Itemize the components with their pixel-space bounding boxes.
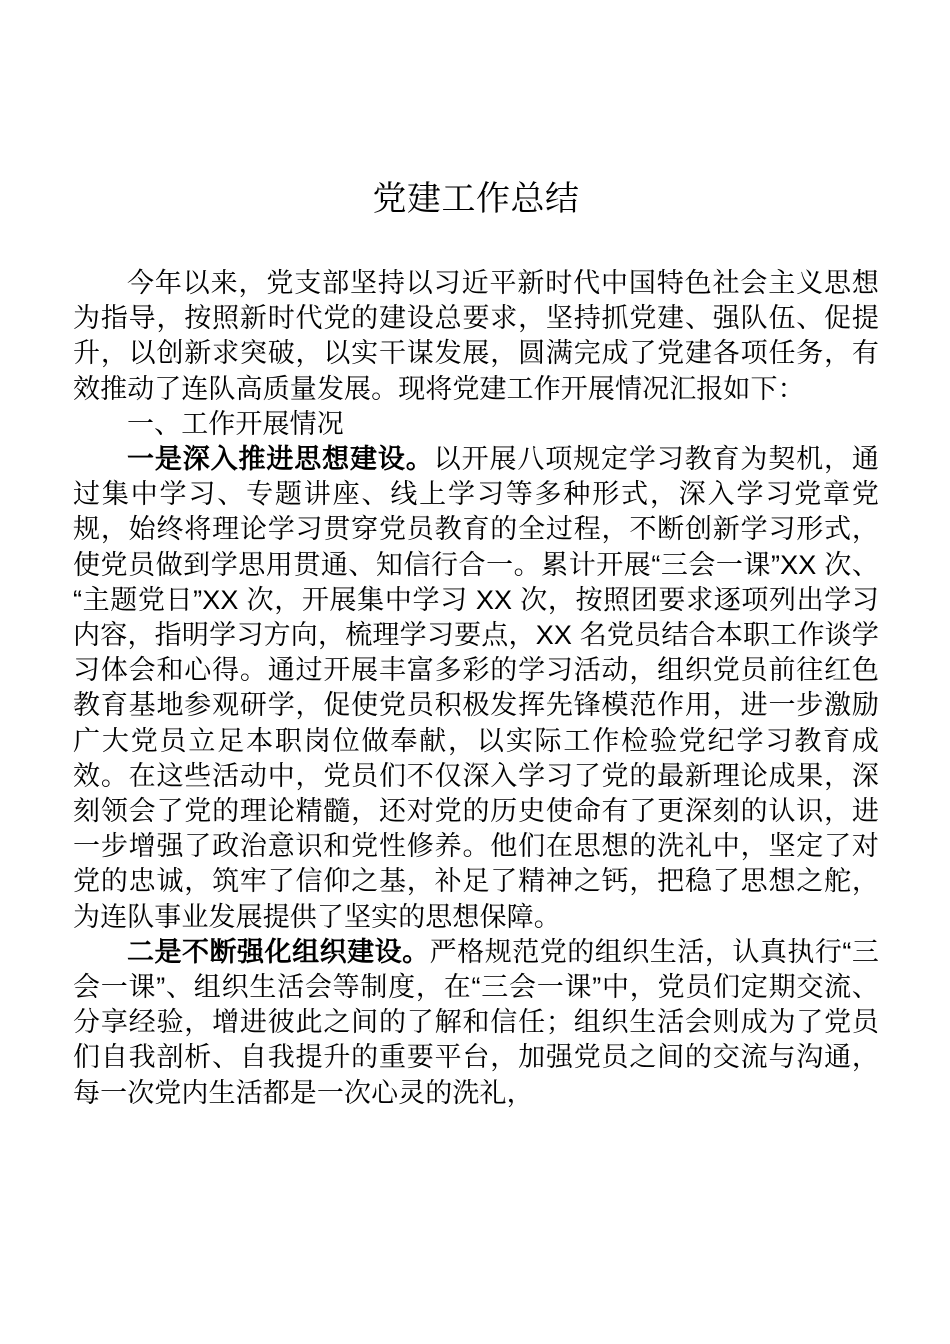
paragraph-intro	[73, 266, 879, 407]
paragraph-text: 今年以来，党支部坚持以习近平新时代中国特色社会主义思想为指导，按照新时代党的建设总要求，坚持抓党建、强队伍、促提升，以创新求突破，以实干谋发展，圆满完成了党建各项任务，有效推动了连队高质量发展。现将党建工作开展情况汇报如下：	[73, 268, 879, 404]
document-body	[73, 0, 879, 1251]
paragraph-point-2	[73, 935, 879, 1111]
paragraph-bold-lead: 一是深入推进思想建设。	[127, 444, 434, 475]
title-spacer	[73, 216, 879, 266]
page-title: 党建工作总结	[372, 180, 580, 218]
paragraph-text: 严格规范党的组织生活，认真执行“三会一课”、组织生活会等制度，在“三会一课”中，党员们定期交流、分享经验，增进彼此之间的了解和信任；组织生活会则成为了党员们自我剖析、自我提升的重要平台，加强党员之间的交流与沟通，每一次党内生活都是一次心灵的洗礼，	[73, 936, 879, 1108]
page-bottom-whitespace	[73, 1111, 879, 1251]
paragraph-bold-lead: 二是不断强化组织建设。	[127, 936, 430, 967]
paragraph-point-1	[73, 442, 879, 935]
paragraph-text: 以开展八项规定学习教育为契机，通过集中学习、专题讲座、线上学习等多种形式，深入学习党章党规，始终将理论学习贯穿党员教育的全过程，不断创新学习形式，使党员做到学思用贯通、知信行合一。累计开展“三会一课”XX 次、“主题党日”XX 次，开展集中学习 XX 次，按照团要求逐项列出学习内容，指明学习方向，梳理学习要点，XX 名党员结合本职工作谈学习体会和心得。通过开展丰富多彩的学习活动，组织党员前往红色教育基地参观研学，促使党员积极发挥先锋模范作用，进一步激励广大党员立足本职岗位做奉献，以实际工作检验党纪学习教育成效。在这些活动中，党员们不仅深入学习了党的最新理论成果，深刻领会了党的理论精髓，还对党的历史使命有了更深刻的认识，进一步增强了政治意识和党性修养。他们在思想的洗礼中，坚定了对党的忠诚，筑牢了信仰之基，补足了精神之钙，把稳了思想之舵，为连队事业发展提供了坚实的思想保障。	[73, 444, 879, 932]
section-heading-1	[73, 407, 879, 442]
section-heading-text: 一、工作开展情况	[127, 408, 344, 439]
